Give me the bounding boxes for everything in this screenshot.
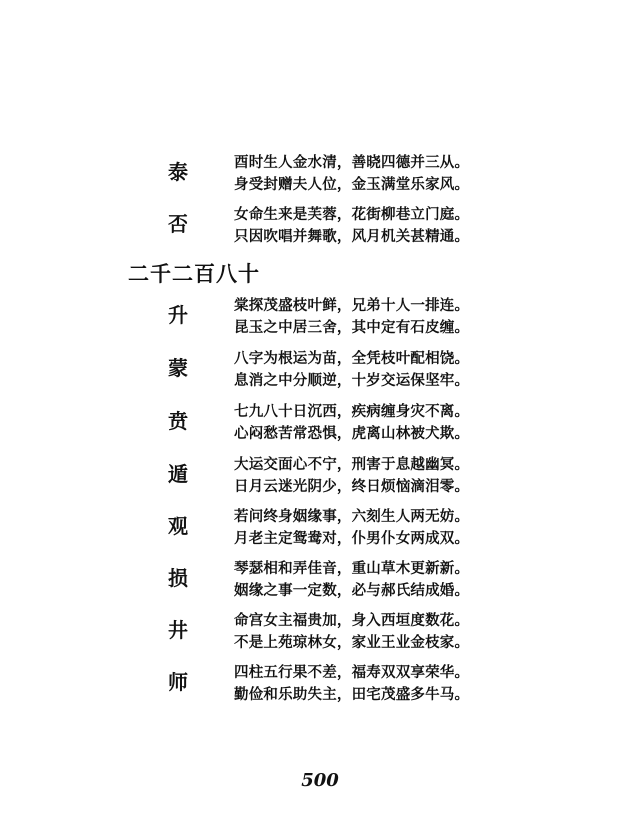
verse-line: 日月云迷光阴少，终日烦恼滴泪零。 (234, 478, 470, 495)
page-number: 500 (301, 770, 339, 791)
verse-line: 女命生来是芙蓉，花街柳巷立门庭。 (234, 206, 470, 223)
verse-lines (234, 662, 469, 706)
verse-line: 身受封赠夫人位，金玉满堂乐家风。 (234, 176, 470, 193)
verse-lines (234, 348, 469, 392)
verse-entry (0, 610, 640, 658)
hexagram-name: 井 (168, 618, 188, 642)
hexagram-name: 观 (168, 514, 188, 538)
hexagram-name: 贲 (168, 409, 188, 433)
verse-line: 心闷愁苦常恐惧，虎离山林被犬欺。 (234, 425, 470, 442)
verse-entry (0, 295, 640, 343)
verse-entry-pi (0, 204, 640, 252)
section-heading: 二千二百八十 (128, 261, 260, 286)
verse-line: 不是上苑琼林女，家业王业金枝家。 (234, 634, 470, 651)
verse-entry-tai (0, 152, 640, 200)
verse-line: 息消之中分顺逆，十岁交运保坚牢。 (234, 372, 470, 389)
verse-line: 命宫女主福贵加，身入西垣度数花。 (234, 612, 470, 629)
verse-lines (234, 204, 469, 248)
verse-entry (0, 558, 640, 606)
verse-line: 只因吹唱并舞歌，风月机关甚精通。 (234, 228, 470, 245)
verse-line: 勤俭和乐助失主，田宅茂盛多牛马。 (234, 686, 470, 703)
verse-entry (0, 506, 640, 554)
hexagram-name: 否 (168, 212, 188, 236)
verse-lines (234, 454, 469, 498)
hexagram-name: 损 (168, 566, 188, 590)
verse-line: 七九八十日沉西，疾病缠身灾不离。 (234, 403, 470, 420)
verse-lines (234, 506, 469, 550)
verse-line: 昆玉之中居三舍，其中定有石皮缠。 (234, 319, 470, 336)
verse-lines (234, 295, 469, 339)
verse-line: 大运交面心不宁，刑害于息越幽冥。 (234, 456, 470, 473)
verse-line: 月老主定鸳鸯对，仆男仆女两成双。 (234, 530, 470, 547)
verse-line: 若问终身姻缘事，六刻生人两无妨。 (234, 508, 470, 525)
verse-line: 八字为根运为苗，全凭枝叶配相饶。 (234, 350, 470, 367)
verse-lines (234, 401, 469, 445)
hexagram-name: 泰 (168, 160, 188, 184)
hexagram-name: 升 (168, 303, 188, 327)
verse-line: 酉时生人金水清，善晓四德并三从。 (234, 154, 470, 171)
hexagram-name: 蒙 (168, 356, 188, 380)
verse-entry (0, 454, 640, 502)
verse-entry (0, 401, 640, 449)
verse-line: 四柱五行果不差，福寿双双享荣华。 (234, 664, 470, 681)
verse-lines (234, 558, 469, 602)
verse-line: 姻缘之事一定数，必与郝氏结成婚。 (234, 582, 470, 599)
verse-entry (0, 662, 640, 710)
verse-line: 棠探茂盛枝叶鲜，兄弟十人一排连。 (234, 297, 470, 314)
verse-line: 琴瑟相和弄佳音，重山草木更新新。 (234, 560, 470, 577)
hexagram-name: 遁 (168, 462, 188, 486)
verse-entry (0, 348, 640, 396)
verse-lines (234, 610, 469, 654)
verse-lines (234, 152, 469, 196)
hexagram-name: 师 (168, 670, 188, 694)
